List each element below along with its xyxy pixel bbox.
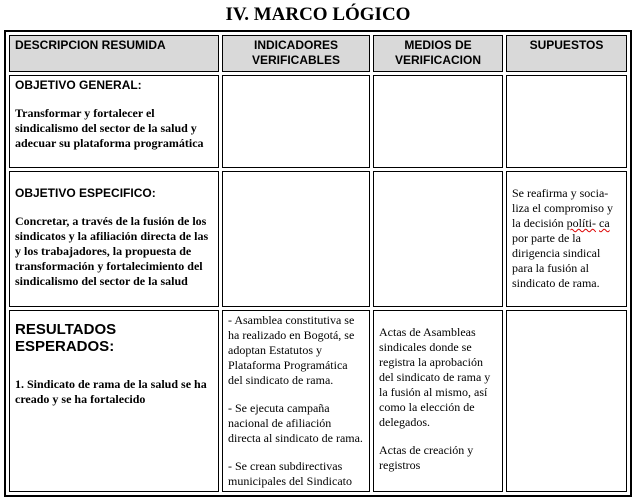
table-row-objetivo-especifico bbox=[9, 171, 627, 307]
objetivo-general-medios bbox=[373, 75, 503, 168]
resultados-esperados-text: 1. Sindicato de rama de la salud se ha creado y se ha fortalecido bbox=[15, 377, 207, 406]
supuestos-text-part1: Se reafirma y socia-liza el compromiso y la decisión bbox=[512, 186, 613, 230]
resultados-esperados-cell bbox=[9, 310, 219, 492]
resultados-medios bbox=[373, 310, 503, 492]
header-medios-de-verificacion: MEDIOS DE VERIFICACION bbox=[373, 35, 503, 72]
objetivo-especifico-cell bbox=[9, 171, 219, 307]
resultados-indicadores bbox=[222, 310, 370, 492]
objetivo-general-text: Transformar y fortalecer el sindicalismo del sector de la salud y adecuar su plataforma programática bbox=[15, 106, 204, 150]
header-descripcion-resumida: DESCRIPCION RESUMIDA bbox=[9, 35, 219, 72]
indicador-subdirectivas: - Se crean subdirectivas municipales del Sindicato bbox=[228, 459, 352, 488]
supuestos-text-part2: por parte de la dirigencia sindical para la fusión al sindicato de rama. bbox=[512, 231, 601, 290]
objetivo-especifico-label: OBJETIVO ESPECIFICO: bbox=[15, 186, 156, 200]
supuestos-text bbox=[512, 186, 621, 291]
objetivo-especifico-supuestos bbox=[506, 171, 627, 307]
indicador-asamblea: - Asamblea constitutiva se ha realizado en Bogotá, se adoptan Estatutos y Plataforma Programática del sindicato de rama. bbox=[228, 313, 355, 387]
table-row-resultados-esperados bbox=[9, 310, 627, 492]
table-row-objetivo-general bbox=[9, 75, 627, 168]
resultados-esperados-label: RESULTADOS ESPERADOS: bbox=[15, 321, 117, 355]
objetivo-general-cell bbox=[9, 75, 219, 168]
header-row bbox=[9, 35, 627, 72]
medio-actas-creacion: Actas de creación y registros bbox=[379, 443, 474, 472]
objetivo-especifico-indicadores bbox=[222, 171, 370, 307]
supuestos-spell-word1: políti- bbox=[566, 216, 596, 230]
page-title: IV. MARCO LÓGICO bbox=[225, 4, 411, 25]
indicador-campana: - Se ejecuta campaña nacional de afiliación directa al sindicato de rama. bbox=[228, 401, 363, 445]
resultados-supuestos bbox=[506, 310, 627, 492]
objetivo-especifico-text: Concretar, a través de la fusión de los sindicatos y la afiliación directa de las y los trabajadores, la propuesta de transformación y fortalecimiento del sindicalismo del sector de la salud bbox=[15, 214, 209, 288]
header-supuestos: SUPUESTOS bbox=[506, 35, 627, 72]
objetivo-general-supuestos bbox=[506, 75, 627, 168]
supuestos-spell-word2: ca bbox=[599, 216, 610, 230]
header-indicadores-verificables: INDICADORES VERIFICABLES bbox=[222, 35, 370, 72]
objetivo-especifico-medios bbox=[373, 171, 503, 307]
objetivo-general-label: OBJETIVO GENERAL: bbox=[15, 78, 142, 92]
logical-framework-table bbox=[4, 30, 632, 497]
medio-actas-asambleas: Actas de Asambleas sindicales donde se registra la aprobación del sindicato de rama y la fusión al mismo, así como la elección de delegados. bbox=[379, 325, 491, 429]
objetivo-general-indicadores bbox=[222, 75, 370, 168]
